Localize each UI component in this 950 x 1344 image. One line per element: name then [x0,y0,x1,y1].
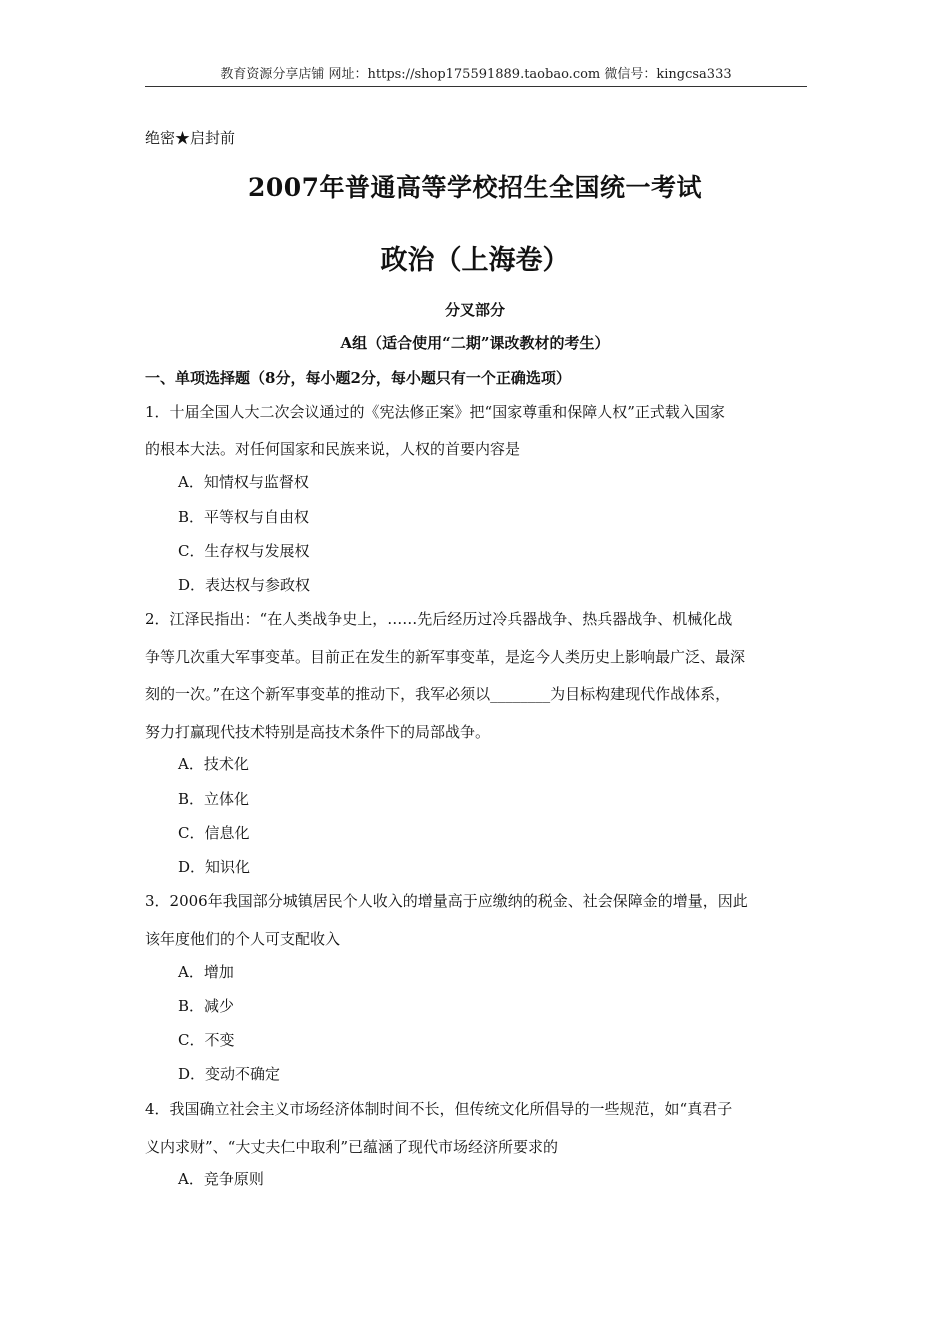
question-2-option-d: D．知识化 [178,858,251,876]
question-1-option-d: D．表达权与参政权 [178,576,311,594]
question-2-line-1: 2．江泽民指出：“在人类战争史上，……先后经历过冷兵器战争、热兵器战争、机械化战 [145,610,733,628]
question-3-option-c: C．不变 [178,1031,235,1049]
exam-title: 2007年普通高等学校招生全国统一考试 [247,173,703,202]
question-1-option-a: A．知情权与监督权 [178,473,309,491]
question-3-line-2: 该年度他们的个人可支配收入 [145,930,341,948]
question-4-option-a: A．竞争原则 [178,1170,264,1188]
question-3-line-1: 3．2006年我国部分城镇居民个人收入的增量高于应缴纳的税金、社会保障金的增量，因此 [145,892,748,910]
question-2-option-a: A．技术化 [178,755,249,773]
question-3-option-d: D．变动不确定 [178,1065,281,1083]
section-heading: 一、单项选择题（8分，每小题2分，每小题只有一个正确选项） [145,369,571,387]
question-4-line-2: 义内求财”、“大丈夫仁中取利”已蕴涵了现代市场经济所要求的 [145,1138,559,1156]
question-1-line-2: 的根本大法。对任何国家和民族来说，人权的首要内容是 [145,440,521,458]
page-header: 教育资源分享店铺 网址：https://shop175591889.taobao.com 微信号：kingcsa333 [220,67,732,82]
secret-mark: 绝密★启封前 [145,129,236,147]
header-rule [145,86,807,87]
question-2-option-c: C．信息化 [178,824,250,842]
question-1-line-1: 1．十届全国人大二次会议通过的《宪法修正案》把“国家尊重和保障人权”正式载入国家 [145,403,725,421]
group-heading: A组（适合使用“二期”课改教材的考生） [340,334,610,352]
question-4-line-1: 4．我国确立社会主义市场经济体制时间不长，但传统文化所倡导的一些规范，如“真君子 [145,1100,733,1118]
question-3-option-b: B．减少 [178,997,235,1015]
exam-subtitle: 政治（上海卷） [380,245,570,276]
question-1-option-b: B．平等权与自由权 [178,508,310,526]
question-1-option-c: C．生存权与发展权 [178,542,310,560]
question-2-line-3: 刻的一次。”在这个新军事变革的推动下，我军必须以________为目标构建现代作战体系， [145,685,731,703]
question-2-line-2: 争等几次重大军事变革。目前正在发生的新军事变革，是迄今人类历史上影响最广泛、最深 [145,648,746,666]
part-heading: 分叉部分 [444,301,505,319]
question-3-option-a: A．增加 [178,963,234,981]
question-2-line-4: 努力打赢现代技术特别是高技术条件下的局部战争。 [145,723,491,741]
question-2-option-b: B．立体化 [178,790,250,808]
